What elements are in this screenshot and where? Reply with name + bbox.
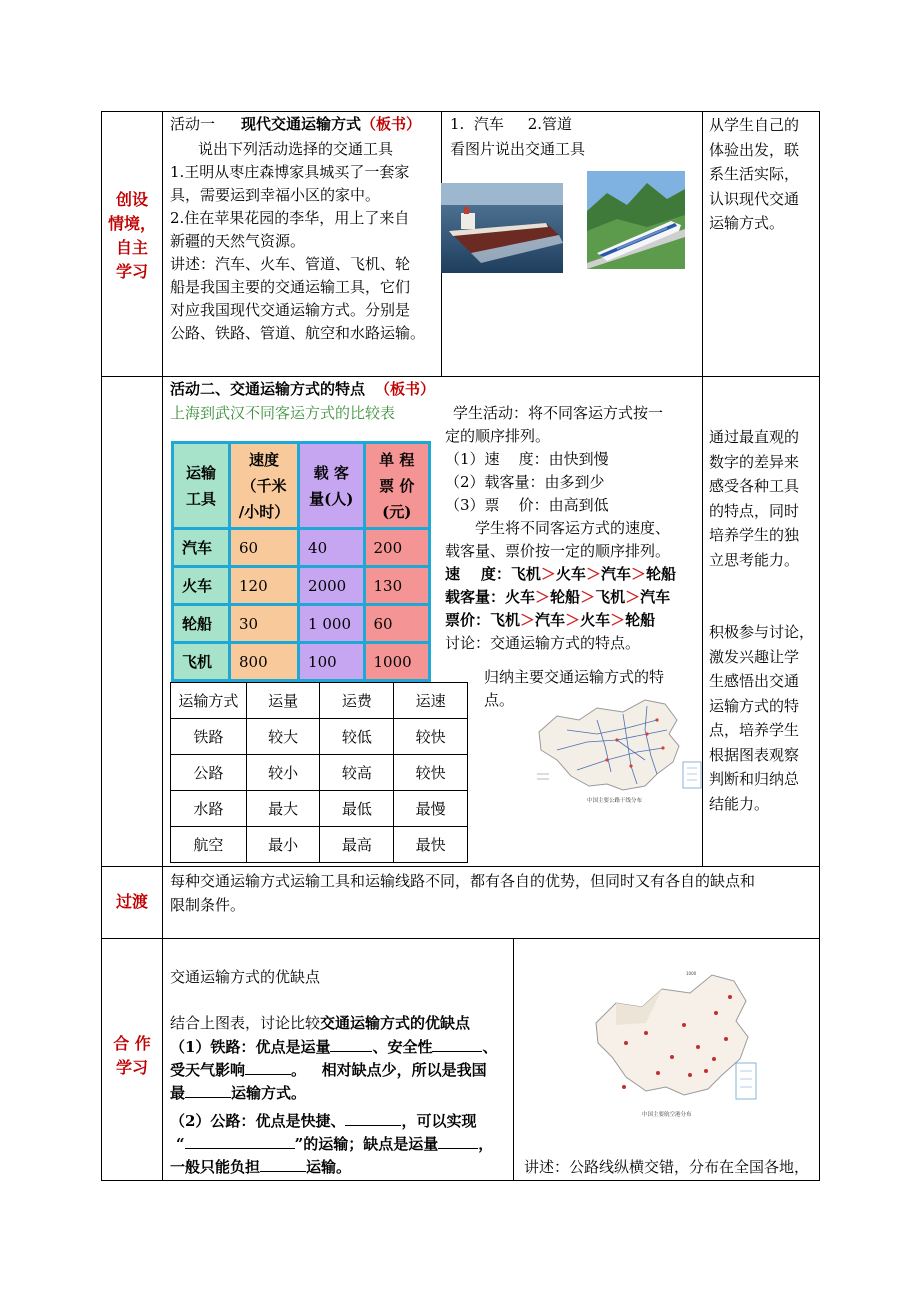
activity-one-heading	[170, 113, 442, 136]
activity-title: 活动二、交通运输方式的特点	[170, 380, 366, 398]
table-cell: 汽车	[173, 529, 230, 567]
text-run: ，	[478, 1135, 494, 1153]
table-cell: 铁路	[171, 719, 247, 755]
table-cell: 飞机	[173, 643, 230, 681]
table-cell: 较快	[394, 719, 468, 755]
section-label-line: 创设	[115, 190, 148, 209]
text-run: ，可以实现	[401, 1112, 477, 1130]
body-line: 讲述：汽车、火车、管道、飞机、轮	[170, 255, 411, 273]
highway-map	[527, 690, 705, 808]
blank-field[interactable]	[438, 1134, 478, 1149]
rank-item: 飞机	[595, 588, 626, 606]
row-divider-3	[101, 938, 819, 939]
section-label-intro	[103, 188, 161, 284]
header-cell	[173, 443, 230, 529]
rank-item: 汽车	[535, 611, 566, 629]
section-label-cooperation	[103, 1032, 161, 1080]
rank-item: 汽车	[600, 565, 631, 583]
right-narration: 讲述：公路线纵横交错，分布在全国各地，	[524, 1158, 810, 1176]
note-line: 积极参与讨论，	[709, 623, 815, 641]
header-text: 运输	[185, 463, 216, 482]
activity-one-body	[170, 161, 442, 345]
text-line: （3）票 价：由高到低	[445, 496, 609, 514]
text-run: 。 相对缺点少，所以是我国	[291, 1061, 487, 1079]
note-line: 培养学生的独	[709, 526, 800, 544]
ship-photo	[441, 183, 563, 273]
intro-text: 结合上图表，讨论比较	[170, 1014, 321, 1032]
table-header-row	[171, 683, 468, 719]
table-cell: 最快	[394, 827, 468, 863]
rank-item: 火车	[555, 565, 586, 583]
header-text: （千米	[241, 476, 287, 495]
notes-row2-a	[709, 425, 819, 572]
table-cell: 60	[364, 605, 429, 643]
table-cell: 较大	[246, 719, 320, 755]
label-column-divider	[162, 111, 163, 1181]
row-divider-1	[101, 376, 819, 377]
rank-capacity	[445, 586, 703, 609]
table-cell: 100	[299, 643, 364, 681]
rank-label: 速 度：	[445, 565, 511, 583]
pros-cons-intro	[170, 1012, 470, 1035]
table-border-top	[101, 111, 819, 112]
section-label-line: 自主	[115, 238, 148, 257]
table-row	[171, 719, 468, 755]
table-border-bottom	[101, 1180, 819, 1181]
table-cell: 轮船	[173, 605, 230, 643]
header-cell	[299, 443, 364, 529]
blank-field[interactable]	[185, 1134, 295, 1149]
body-line: 新疆的天然气资源。	[170, 232, 306, 250]
table-row	[173, 529, 430, 567]
table-cell: 2000	[299, 567, 364, 605]
table-row	[171, 791, 468, 827]
text-run: 最	[170, 1084, 186, 1102]
note-line: 生感悟出交通	[709, 672, 800, 690]
text-line: 载客量、票价按一定的顺序排列。	[445, 542, 671, 560]
railway-pros-cons	[170, 1036, 514, 1105]
transition-text	[170, 869, 816, 917]
section-label-transition: 过渡	[115, 892, 148, 911]
note-line: 点，培养学生	[709, 721, 800, 739]
table-cell: 最慢	[394, 791, 468, 827]
blank-field[interactable]	[432, 1037, 482, 1052]
rank-item: 火车	[505, 588, 536, 606]
text-run: 运输方式。	[231, 1084, 307, 1102]
gt-sign: ＞	[625, 588, 641, 606]
text-run: 运输。	[306, 1158, 352, 1176]
table-cell: 30	[230, 605, 299, 643]
text-run: 一般只能负担	[170, 1158, 261, 1176]
table-header-row	[173, 443, 430, 529]
table-border-left	[101, 111, 102, 1181]
text-line: 限制条件。	[170, 896, 246, 914]
note-line: 激发兴趣让学	[709, 647, 800, 666]
table-cell: 800	[230, 643, 299, 681]
text-line	[170, 1156, 514, 1179]
text-line	[170, 1059, 514, 1082]
table-cell: 较小	[246, 755, 320, 791]
gt-sign: ＞	[610, 611, 626, 629]
table-cell: 120	[230, 567, 299, 605]
rank-price	[445, 609, 703, 632]
note-line: 认识现代交通	[709, 189, 800, 208]
activity-title: 现代交通运输方式	[241, 115, 362, 133]
note-line: 数字的差异来	[709, 452, 800, 471]
rank-item: 轮船	[645, 565, 676, 583]
note-line: 从学生自己的	[709, 116, 800, 134]
text-line: 讨论：交通运输方式的特点。	[445, 634, 641, 652]
note-line: 判断和归纳总	[709, 770, 800, 788]
section-label-line: 合 作	[113, 1034, 151, 1053]
table-row	[173, 643, 430, 681]
body-line: 2.住在苹果花园的李华，用上了来自	[170, 209, 410, 227]
body-line: 1.王明从枣庄森博家具城买了一套家	[170, 163, 410, 181]
text-line: （2）载客量：由多到少	[445, 473, 605, 491]
text-line: 每种交通运输方式运输工具和运输线路不同，都有各自的优势，但同时又有各自的缺点和	[170, 872, 756, 890]
gt-sign: ＞	[580, 588, 596, 606]
header-text: 票 价	[379, 476, 415, 495]
header-text: /小时）	[238, 502, 290, 521]
board-note: （板书）	[361, 115, 422, 133]
blank-field[interactable]	[260, 1157, 306, 1172]
table-cell: 最低	[320, 791, 394, 827]
note-line: 运输方式的特	[709, 696, 800, 715]
section-label-line: 学习	[115, 262, 148, 281]
header-cell: 运速	[394, 683, 468, 719]
student-activity	[445, 402, 703, 655]
notes-row1	[709, 113, 819, 236]
gt-sign: ＞	[540, 565, 556, 583]
table-cell: 较快	[394, 755, 468, 791]
gt-sign: ＞	[520, 611, 536, 629]
table-border-right	[819, 111, 820, 1181]
note-line: 结能力。	[709, 794, 770, 813]
table-cell: 火车	[173, 567, 230, 605]
table-cell: 1000	[364, 643, 429, 681]
note-line: 的特点，同时	[709, 501, 800, 520]
answers-line: 1. 汽车 2.管道	[450, 115, 572, 133]
header-cell: 运量	[246, 683, 320, 719]
header-cell	[230, 443, 299, 529]
table-cell: 40	[299, 529, 364, 567]
note-line: 根据图表观察	[709, 745, 800, 764]
text-line	[170, 1133, 514, 1156]
header-text: 工具	[185, 489, 216, 508]
table-cell: 水路	[171, 791, 247, 827]
rank-item: 轮船	[550, 588, 581, 606]
note-line: 系生活实际，	[709, 165, 800, 183]
gt-sign: ＞	[585, 565, 601, 583]
header-text: 载 客	[313, 463, 349, 482]
note-line: 体验出发，联	[709, 140, 800, 159]
header-text: 单 程	[379, 450, 415, 469]
transport-characteristics-table	[170, 682, 468, 863]
speed-comparison-table	[171, 441, 431, 682]
blank-field[interactable]	[345, 1111, 401, 1126]
table-row	[173, 567, 430, 605]
gt-sign: ＞	[535, 588, 551, 606]
text-line: 学生活动：将不同客运方式按一	[453, 404, 664, 422]
table-cell: 60	[230, 529, 299, 567]
note-line: 立思考能力。	[709, 550, 800, 569]
body-line: 对应我国现代交通运输方式。分别是	[170, 301, 411, 319]
text-run: 、	[482, 1038, 498, 1056]
rank-speed	[445, 563, 703, 586]
note-line: 运输方式。	[709, 214, 785, 232]
text-line: 点。	[484, 691, 515, 709]
blank-field[interactable]	[185, 1083, 231, 1098]
row-divider-2	[101, 866, 819, 867]
rank-item: 飞机	[510, 565, 541, 583]
table-cell: 最小	[246, 827, 320, 863]
text-line: 归纳主要交通运输方式的特	[484, 668, 665, 686]
table-cell: 航空	[171, 827, 247, 863]
svg-text:1000: 1000	[686, 971, 697, 976]
text-run: “	[176, 1135, 185, 1153]
rank-label: 票价：	[445, 611, 491, 629]
train-photo	[587, 171, 685, 269]
intro-emphasis: 交通运输方式的优缺点	[320, 1014, 471, 1032]
rank-item: 飞机	[490, 611, 521, 629]
airport-map	[586, 963, 762, 1121]
blank-field[interactable]	[330, 1037, 372, 1052]
map-caption: 中国主要公路干线分布	[587, 798, 643, 804]
text-run: 受天气影响	[170, 1061, 246, 1079]
text-run: ”的运输；缺点是运量	[294, 1135, 439, 1153]
text-line: 学生将不同客运方式的速度、	[475, 519, 671, 537]
body-line: 具，需要运到幸福小区的家中。	[170, 186, 381, 204]
table-row	[173, 605, 430, 643]
table-cell: 较高	[320, 755, 394, 791]
table-subtitle: 上海到武汉不同客运方式的比较表	[170, 404, 396, 422]
table-cell: 200	[364, 529, 429, 567]
header-text: 量(人)	[309, 489, 354, 508]
text-run: （1）铁路：优点是运量	[170, 1038, 331, 1056]
table-cell: 130	[364, 567, 429, 605]
table-cell: 公路	[171, 755, 247, 791]
table-cell: 较低	[320, 719, 394, 755]
rank-item: 火车	[580, 611, 611, 629]
text-line	[170, 1082, 514, 1105]
note-line: 感受各种工具	[709, 477, 800, 495]
header-text: 速度	[249, 450, 280, 469]
rank-label: 载客量：	[445, 588, 506, 606]
table-row	[171, 827, 468, 863]
note-line: 通过最直观的	[709, 428, 800, 446]
section-label-line: 情境，	[107, 214, 156, 233]
blank-field[interactable]	[245, 1060, 291, 1075]
activity-two-heading	[170, 378, 435, 401]
table-cell: 1 000	[299, 605, 364, 643]
gt-sign: ＞	[630, 565, 646, 583]
table-row	[171, 755, 468, 791]
board-note: （板书）	[375, 380, 436, 398]
activity-label: 活动一	[170, 115, 216, 133]
body-line: 船是我国主要的交通运输工具，它们	[170, 278, 411, 296]
notes-row2-b	[709, 620, 819, 816]
pros-cons-title: 交通运输方式的优缺点	[170, 968, 321, 986]
text-run: （2）公路：优点是快捷、	[170, 1112, 346, 1130]
table-cell: 最大	[246, 791, 320, 827]
text-line	[170, 1036, 514, 1059]
rank-item: 汽车	[640, 588, 671, 606]
activity-prompt: 说出下列活动选择的交通工具	[198, 140, 394, 158]
text-line: 定的顺序排列。	[445, 427, 551, 445]
body-line: 公路、铁路、管道、航空和水路运输。	[170, 324, 426, 342]
text-run: 、安全性	[372, 1038, 433, 1056]
header-cell: 运费	[320, 683, 394, 719]
text-line	[170, 1110, 514, 1133]
table-cell: 最高	[320, 827, 394, 863]
gt-sign: ＞	[565, 611, 581, 629]
header-cell: 运输方式	[171, 683, 247, 719]
picture-prompt: 看图片说出交通工具	[450, 140, 586, 158]
rank-item: 轮船	[625, 611, 656, 629]
text-line: （1）速 度：由快到慢	[445, 450, 609, 468]
header-cell	[364, 443, 429, 529]
section-label-line: 学习	[115, 1058, 148, 1077]
road-pros-cons	[170, 1110, 514, 1179]
header-text: (元)	[382, 502, 412, 521]
map-caption: 中国主要航空港分布	[642, 1112, 692, 1118]
